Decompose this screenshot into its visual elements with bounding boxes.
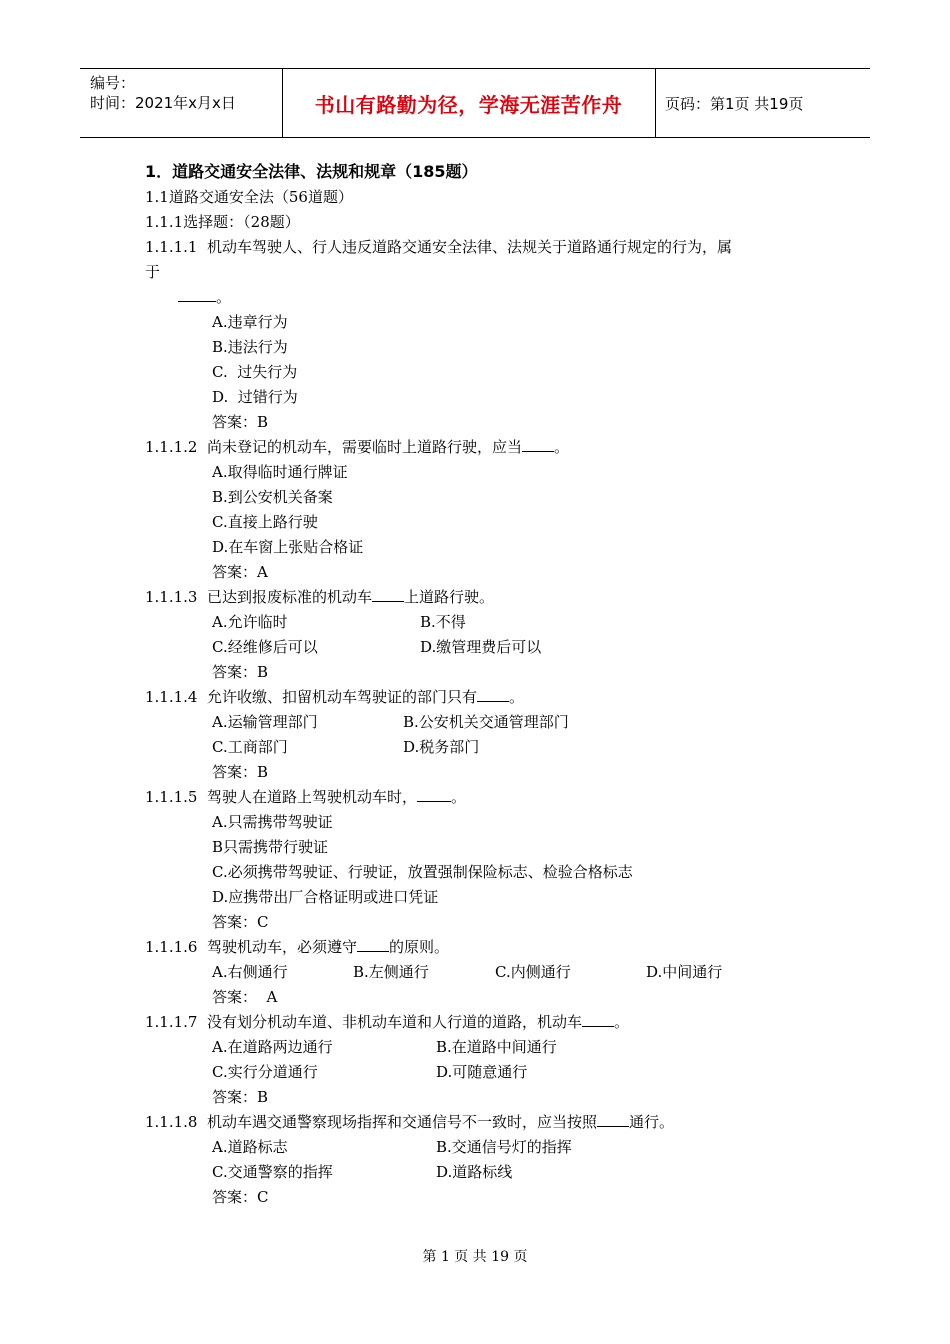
option: C. 过失行为 (212, 363, 298, 381)
option: B.在道路中间通行 (436, 1038, 557, 1056)
answer: 答案：B (212, 1088, 269, 1106)
motto: 书山有路勤为径，学海无涯苦作舟 (314, 92, 623, 117)
option: A.在道路两边通行 (212, 1038, 333, 1056)
answer-blank (372, 587, 404, 602)
question-stem: 1.1.1.2 尚未登记的机动车，需要临时上道路行驶，应当 。 (145, 438, 570, 456)
answer-blank (357, 937, 389, 952)
answer: 答案：B (212, 763, 269, 781)
answer: 答案：B (212, 663, 269, 681)
document-header (80, 68, 870, 138)
option: A.道路标志 (212, 1138, 288, 1156)
option: B.到公安机关备案 (212, 488, 333, 506)
header-divider (655, 69, 656, 137)
option: A.违章行为 (212, 313, 288, 331)
subsection-title: 1.1道路交通安全法（56道题） (145, 188, 353, 206)
answer-blank (522, 437, 554, 452)
option: C.必须携带驾驶证、行驶证，放置强制保险标志、检验合格标志 (212, 863, 633, 881)
date-label: 时间：2021年x月x日 (90, 94, 236, 112)
answer: 答案： A (212, 988, 278, 1006)
option: C.工商部门 (212, 738, 288, 756)
option: B只需携带行驶证 (212, 838, 329, 856)
question-stem: 1.1.1.5 驾驶人在道路上驾驶机动车时， 。 (145, 788, 467, 806)
option: A.允许临时 (212, 613, 288, 631)
answer: 答案：C (212, 1188, 269, 1206)
option: C.直接上路行驶 (212, 513, 318, 531)
header-meta (90, 73, 236, 113)
option: A.只需携带驾驶证 (212, 813, 333, 831)
answer-blank (178, 287, 216, 302)
answer-blank (477, 687, 509, 702)
option: C.交通警察的指挥 (212, 1163, 333, 1181)
section-title: 1．道路交通安全法律、法规和规章（185题） (145, 162, 478, 181)
subsubsection-title: 1.1.1选择题：（28题） (145, 213, 300, 231)
answer: 答案：A (212, 563, 268, 581)
answer-blank (582, 1012, 614, 1027)
question-stem: 1.1.1.1 机动车驾驶人、行人违反道路交通安全法律、法规关于道路通行规定的行为，属 (145, 238, 733, 256)
answer-blank (417, 787, 451, 802)
option: C.实行分道通行 (212, 1063, 318, 1081)
option: B.左侧通行 (353, 963, 429, 981)
page-info: 页码：第1页 共19页 (665, 94, 804, 113)
option: B.公安机关交通管理部门 (403, 713, 569, 731)
question-stem: 1.1.1.4 允许收缴、扣留机动车驾驶证的部门只有 。 (145, 688, 525, 706)
question-stem: 1.1.1.6 驾驶机动车，必须遵守 的原则。 (145, 938, 450, 956)
option: D.可随意通行 (436, 1063, 528, 1081)
option: D. 过错行为 (212, 388, 298, 406)
answer: 答案：B (212, 413, 269, 431)
question-stem: 1.1.1.3 已达到报废标准的机动车 上道路行驶。 (145, 588, 495, 606)
option: B.不得 (420, 613, 466, 631)
option: B.违法行为 (212, 338, 288, 356)
option: D.缴管理费后可以 (420, 638, 542, 656)
option: C.经维修后可以 (212, 638, 318, 656)
option: D.税务部门 (403, 738, 480, 756)
question-stem: 1.1.1.8 机动车遇交通警察现场指挥和交通信号不一致时，应当按照 通行。 (145, 1113, 675, 1131)
option: D.应携带出厂合格证明或进口凭证 (212, 888, 439, 906)
option: C.内侧通行 (495, 963, 571, 981)
option: A.运输管理部门 (212, 713, 318, 731)
option: D.道路标线 (436, 1163, 513, 1181)
question-stem-cont: 。 (178, 287, 231, 307)
option: D.在车窗上张贴合格证 (212, 538, 364, 556)
page-footer: 第 1 页 共 19 页 (422, 1249, 528, 1265)
answer-blank (597, 1112, 629, 1127)
option: A.右侧通行 (212, 963, 288, 981)
question-stem: 1.1.1.7 没有划分机动车道、非机动车道和人行道的道路，机动车 。 (145, 1013, 630, 1031)
serial-label: 编号： (90, 74, 136, 92)
option: B.交通信号灯的指挥 (436, 1138, 572, 1156)
option: D.中间通行 (646, 963, 723, 981)
answer: 答案：C (212, 913, 269, 931)
option: A.取得临时通行牌证 (212, 463, 348, 481)
question-stem-cont: 于 (145, 263, 161, 281)
